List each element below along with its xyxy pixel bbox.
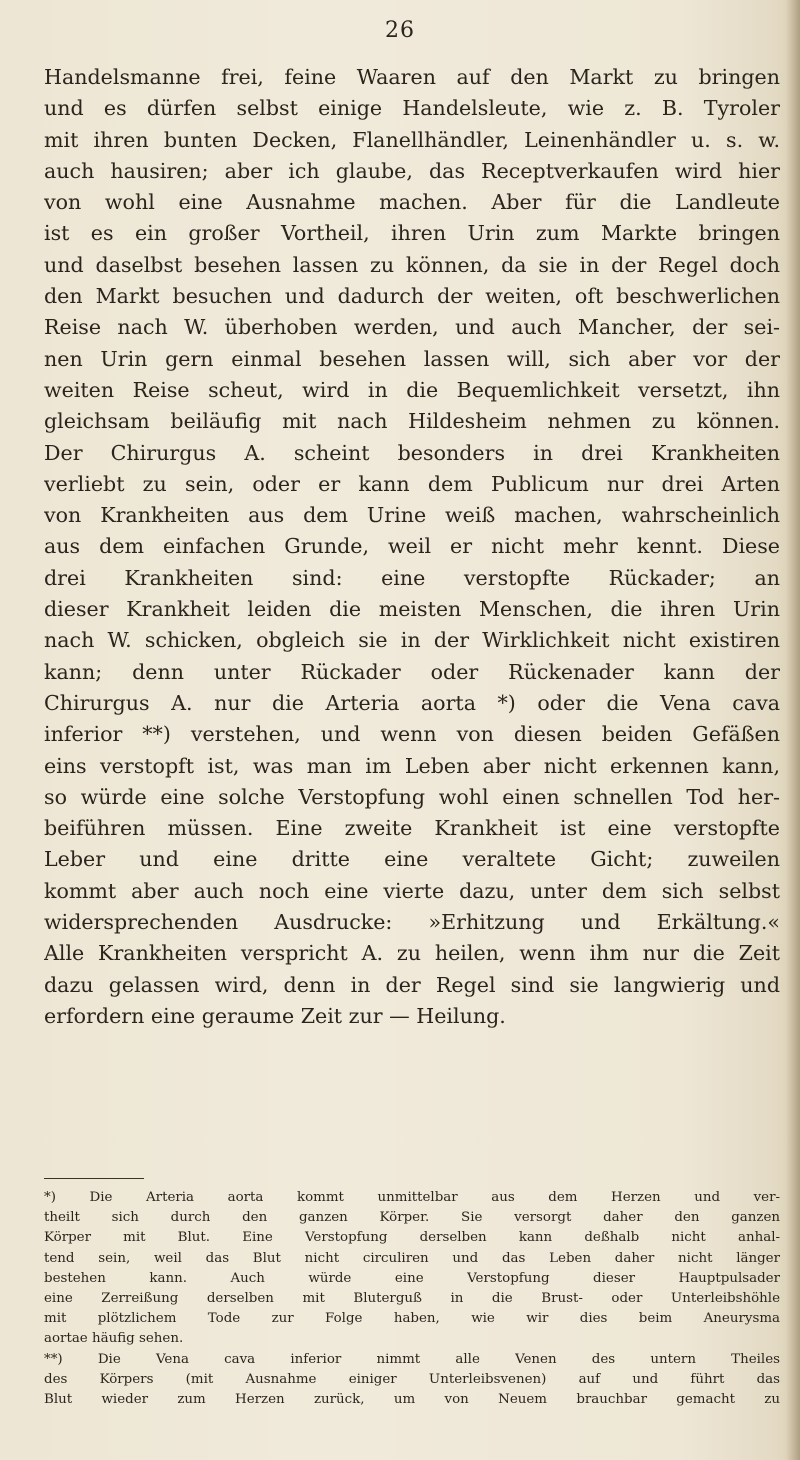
body-line: kommt aber auch noch eine vierte dazu, unter dem sich selbst	[44, 878, 780, 903]
footnote-line: *) Die Arteria aorta kommt unmittelbar aus dem Herzen und ver-	[44, 1190, 780, 1205]
body-line: Der Chirurgus A. scheint besonders in drei Krankheiten	[44, 440, 780, 465]
body-line: weiten Reise scheut, wird in die Bequemlichkeit versetzt, ihn	[44, 377, 780, 402]
body-line: verliebt zu sein, oder er kann dem Publicum nur drei Arten	[44, 471, 780, 496]
body-line: Chirurgus A. nur die Arteria aorta *) oder die Vena cava	[44, 690, 780, 715]
body-text	[44, 62, 780, 1032]
body-line: inferior **) verstehen, und wenn von diesen beiden Gefäßen	[44, 722, 780, 747]
body-line: dazu gelassen wird, denn in der Regel sind sie langwierig und	[44, 972, 780, 997]
body-line: beiführen müssen. Eine zweite Krankheit ist eine verstopfte	[44, 816, 780, 841]
body-line: eins verstopft ist, was man im Leben aber nicht erkennen kann,	[44, 753, 780, 778]
footnote-line: bestehen kann. Auch würde eine Verstopfung dieser Hauptpulsader	[44, 1270, 780, 1286]
body-line: mit ihren bunten Decken, Flanellhändler, Leinenhändler u. s. w.	[44, 127, 780, 152]
body-line: Leber und eine dritte eine veraltete Gicht; zuweilen	[44, 847, 780, 872]
body-line: erfordern eine geraume Zeit zur — Heilung.	[44, 1003, 506, 1028]
body-line: und es dürfen selbst einige Handelsleute, wie z. B. Tyroler	[44, 96, 780, 121]
body-line: kann; denn unter Rückader oder Rückenader kann der	[44, 659, 780, 684]
footnote-line: **) Die Vena cava inferior nimmt alle Venen des untern Theiles	[44, 1351, 780, 1367]
body-line: dieser Krankheit leiden die meisten Menschen, die ihren Urin	[44, 597, 780, 622]
footnotes	[44, 1188, 780, 1410]
footnote-line: Blut wieder zum Herzen zurück, um von Neuem brauchbar gemacht zu	[44, 1392, 780, 1408]
body-line: Reise nach W. überhoben werden, und auch Mancher, der sei-	[44, 315, 780, 340]
footnote-line: aortae häufig sehen.	[44, 1331, 184, 1347]
footnote-divider	[44, 1178, 144, 1179]
footnote-line: eine Zerreißung derselben mit Bluterguß in die Brust- oder Unterleibshöhle	[44, 1291, 780, 1307]
footnote-line: theilt sich durch den ganzen Körper. Sie versorgt daher den ganzen	[44, 1210, 780, 1226]
body-line: so würde eine solche Verstopfung wohl einen schnellen Tod her-	[44, 784, 780, 809]
body-line: ist es ein großer Vortheil, ihren Urin zum Markte bringen	[44, 221, 780, 246]
body-line: nach W. schicken, obgleich sie in der Wirklichkeit nicht existiren	[44, 628, 780, 653]
body-line: drei Krankheiten sind: eine verstopfte Rückader; an	[44, 565, 780, 590]
body-line: und daselbst besehen lassen zu können, da sie in der Regel doch	[44, 252, 780, 277]
footnote-line: mit plötzlichem Tode zur Folge haben, wie wir dies beim Aneurysma	[44, 1311, 780, 1327]
body-line: auch hausiren; aber ich glaube, das Receptverkaufen wird hier	[44, 158, 780, 183]
page-number: 26	[385, 18, 415, 43]
body-line: aus dem einfachen Grunde, weil er nicht mehr kennt. Diese	[44, 534, 780, 559]
body-line: von wohl eine Ausnahme machen. Aber für die Landleute	[44, 190, 780, 215]
footnote-line: Körper mit Blut. Eine Verstopfung derselben kann deßhalb nicht anhal-	[44, 1230, 780, 1246]
footnote-line: tend sein, weil das Blut nicht circuliren und das Leben daher nicht länger	[44, 1250, 780, 1266]
body-line: Alle Krankheiten verspricht A. zu heilen, wenn ihm nur die Zeit	[44, 941, 780, 966]
page-spine-shadow	[786, 0, 800, 1460]
body-line: Handelsmanne frei, feine Waaren auf den Markt zu bringen	[44, 65, 780, 89]
body-line: gleichsam beiläufig mit nach Hildesheim nehmen zu können.	[44, 409, 780, 434]
body-line: den Markt besuchen und dadurch der weiten, oft beschwerlichen	[44, 284, 780, 309]
footnote-line: des Körpers (mit Ausnahme einiger Unterleibsvenen) auf und führt das	[44, 1371, 780, 1387]
body-line: von Krankheiten aus dem Urine weiß machen, wahrscheinlich	[44, 503, 780, 528]
body-line: nen Urin gern einmal besehen lassen will, sich aber vor der	[44, 346, 780, 371]
body-line: widersprechenden Ausdrucke: »Erhitzung und Erkältung.«	[44, 910, 780, 935]
